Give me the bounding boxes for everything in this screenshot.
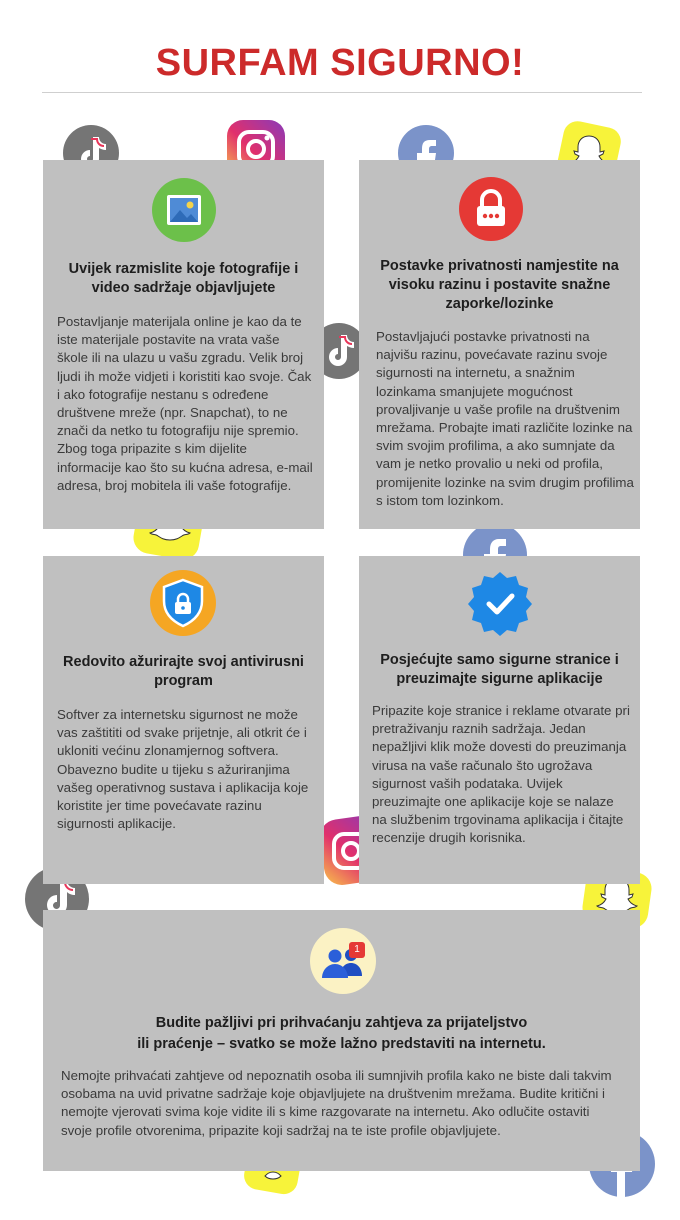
tip-card-friend-requests — [43, 910, 640, 1171]
notification-badge: 1 — [349, 942, 365, 958]
lock-icon — [459, 177, 523, 246]
title-divider — [42, 92, 642, 93]
tip-heading: Redovito ažurirajte svoj antivirusni program — [63, 654, 304, 689]
tip-card-privacy — [359, 160, 640, 529]
shield-lock-icon — [150, 570, 216, 641]
tip-body: Postavljanje materijala online je kao da te iste materijale postavite na vrata vaše škole ili na ulazu u vašu zgradu. Velik broj ljudi ih može vidjeti i koristiti kao svoje. Čak i ako fotografije nestanu s određene društvene mreže (npr. Snapchat), to ne znači da netko tu fotografiju nije spremio. Zbog toga pripazite s kim dijelite informacije kao što su kućna adresa, e-mail adresa, broj mobitela ili vaše fotografije. — [57, 314, 313, 493]
friend-request-icon — [310, 928, 376, 999]
tip-card-photos — [43, 160, 324, 529]
verified-badge-icon — [467, 570, 533, 641]
tip-card-safe-sites — [359, 556, 640, 884]
tip-heading-line2: ili praćenje – svatko se može lažno predstaviti na internetu. — [137, 1036, 546, 1052]
tip-body: Postavljajući postavke privatnosti na najvišu razinu, povećavate razinu svoje sigurnosti na internetu, a snažnim lozinkama smanjujete mogućnost provaljivanje u vaše profile na društvenim mrežama. Probajte imati različite lozinke na svim svojim profilima, a ako sumnjate da vam je netko provalio u neki od profila, promijenite lozinke na svim drugim profilima s istom tom lozinkom. — [376, 329, 634, 508]
tip-card-antivirus — [43, 556, 324, 884]
page-title: SURFAM SIGURNO! — [155, 42, 525, 84]
tip-body: Pripazite koje stranice i reklame otvarate pri pretraživanju raznih sadržaja. Jedan nepažljivi klik može dovesti do preuzimanja virusa na vaše računalo što ugrožava sigurnost vaših podataka. Uvijek preuzimajte one aplikacije koje se nalaze na službenim trgovinama aplikacija i čitajte recenzije drugih korisnika. — [372, 703, 630, 846]
tip-heading: Postavke privatnosti namjestite na visoku razinu i postavite snažne zaporke/lozinke — [380, 258, 619, 312]
tip-heading: Uvijek razmislite koje fotografije i video sadržaje objavljujete — [68, 261, 299, 296]
tip-heading-line1: Budite pažljivi pri prihvaćanju zahtjeva za prijateljstvo — [155, 1015, 528, 1031]
tip-heading — [63, 1013, 620, 1055]
tip-body: Softver za internetsku sigurnost ne može vas zaštititi od svake prijetnje, ali otkrit će i ukloniti većinu zlonamjernog softvera. Obavezno budite u tijeku s ažuriranjima vašeg operativnog sustava i aplikacija koje koristite jer time povećavate razinu sigurnosti aplikacije. — [57, 707, 309, 832]
image-icon — [152, 178, 216, 247]
tip-body: Nemojte prihvaćati zahtjeve od nepoznatih osoba ili sumnjivih profila kako ne biste dali takvim osobama na uvid privatne sadržaje koje objavljujete na društvenim mrežama. Budite kritični i nemojte vjerovati svima koje vidite ili s kime razgovarate na internetu. Ako odlučite ostaviti svoje profile otvorenima, pripazite koji sadržaj na te iste profile objavljujete. — [61, 1068, 612, 1138]
tip-heading: Posjećujte samo sigurne stranice i preuzimajte sigurne aplikacije — [380, 652, 619, 687]
